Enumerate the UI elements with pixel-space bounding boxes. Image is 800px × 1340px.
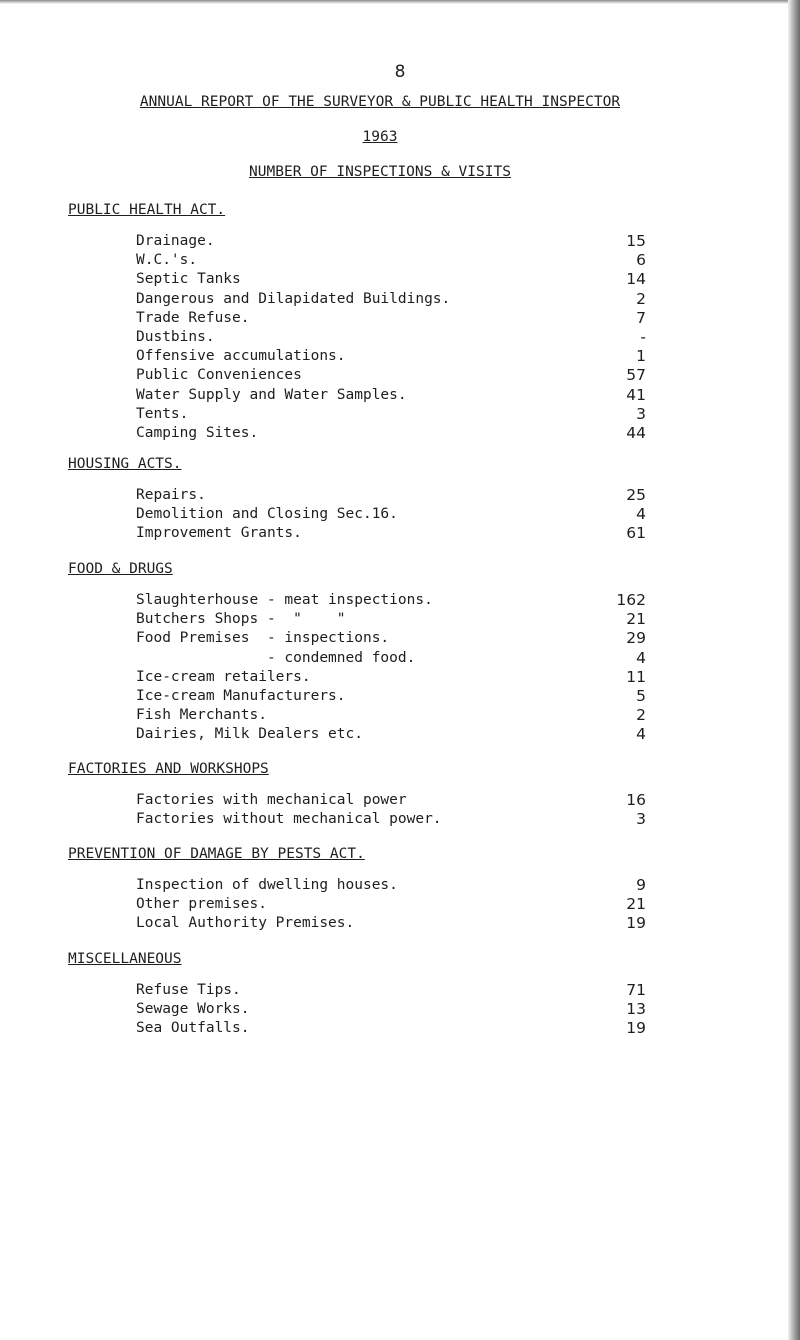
row-value: 16 (626, 791, 646, 809)
row-label: Butchers Shops - " " (136, 611, 346, 628)
section-public-health-act (68, 202, 758, 443)
row-label: Repairs. (136, 487, 206, 503)
section-title: PREVENTION OF DAMAGE BY PESTS ACT. (68, 846, 365, 862)
table-row (68, 895, 758, 914)
row-label: Inspection of dwelling houses. (136, 877, 398, 893)
section-miscellaneous (68, 951, 758, 1039)
table-row (68, 309, 758, 328)
row-label: Tents. (136, 405, 189, 422)
row-value: - (640, 327, 646, 346)
row-value: 11 (626, 667, 646, 686)
section-title: PUBLIC HEALTH ACT. (68, 202, 226, 218)
row-value: 25 (626, 486, 646, 504)
table-row (68, 591, 758, 610)
page-number: 8 (394, 62, 406, 82)
table-row (68, 791, 758, 810)
row-label: Demolition and Closing Sec.16. (136, 506, 398, 523)
row-label: Trade Refuse. (136, 309, 250, 326)
row-label: Dairies, Milk Dealers etc. (136, 726, 363, 743)
page-top-edge (0, 0, 800, 4)
table-row (68, 347, 758, 366)
row-label: Offensive accumulations. (136, 348, 346, 365)
table-row (68, 505, 758, 524)
table-row (68, 486, 758, 505)
row-label: Septic Tanks (136, 271, 241, 288)
row-value: 9 (636, 876, 646, 894)
row-value: 1 (636, 347, 646, 366)
row-value: 19 (626, 1019, 646, 1038)
row-value: 71 (626, 981, 646, 999)
table-row (68, 981, 758, 1000)
row-label: Ice-cream retailers. (136, 668, 311, 685)
row-value: 29 (626, 629, 646, 648)
table-row (68, 810, 758, 829)
row-label: Other premises. (136, 896, 267, 913)
report-year: 1963 (362, 129, 398, 145)
table-row (68, 668, 758, 687)
row-value: 21 (626, 895, 646, 914)
row-value: 19 (626, 914, 646, 933)
row-label: Factories without mechanical power. (136, 811, 442, 828)
row-label: Dustbins. (136, 328, 215, 345)
section-title: FOOD & DRUGS (68, 561, 173, 577)
row-label: Factories with mechanical power (136, 792, 407, 808)
row-value: 13 (626, 1000, 646, 1019)
table-row (68, 424, 758, 443)
section-title: MISCELLANEOUS (68, 951, 182, 967)
table-row (68, 366, 758, 385)
table-row (68, 649, 758, 668)
report-title: ANNUAL REPORT OF THE SURVEYOR & PUBLIC HEALTH INSPECTOR (139, 94, 621, 110)
row-value: 4 (636, 505, 646, 524)
table-row (68, 270, 758, 289)
row-value: 14 (626, 270, 646, 289)
section-housing-acts (68, 456, 758, 544)
row-label: W.C.'s. (136, 252, 198, 269)
section-prevention-of-damage-by-pests (68, 846, 758, 934)
row-value: 162 (616, 591, 646, 609)
table-row (68, 524, 758, 543)
row-value: 5 (636, 686, 646, 705)
table-row (68, 914, 758, 933)
row-value: 4 (636, 648, 646, 667)
table-row (68, 232, 758, 251)
row-value: 2 (636, 706, 646, 725)
row-value: 57 (626, 366, 646, 385)
row-label: Food Premises - inspections. (136, 630, 390, 647)
row-value: 61 (626, 524, 646, 543)
row-label: Slaughterhouse - meat inspections. (136, 592, 433, 608)
table-row (68, 290, 758, 309)
table-row (68, 1000, 758, 1019)
row-label: Improvement Grants. (136, 525, 302, 542)
row-label: Sea Outfalls. (136, 1020, 250, 1037)
section-food-drugs (68, 561, 758, 745)
row-label: Ice-cream Manufacturers. (136, 687, 346, 704)
table-row (68, 1019, 758, 1038)
row-value: 4 (636, 725, 646, 744)
table-row (68, 386, 758, 405)
table-row (68, 687, 758, 706)
table-row (68, 725, 758, 744)
row-label: Drainage. (136, 233, 215, 249)
row-value: 3 (636, 404, 646, 423)
row-value: 21 (626, 610, 646, 629)
row-value: 41 (626, 385, 646, 404)
row-label: Sewage Works. (136, 1001, 250, 1018)
table-row (68, 251, 758, 270)
section-factories-workshops (68, 761, 758, 829)
row-label: Dangerous and Dilapidated Buildings. (136, 290, 451, 307)
table-row (68, 405, 758, 424)
row-value: 6 (636, 251, 646, 270)
section-title: FACTORIES AND WORKSHOPS (68, 761, 269, 777)
report-subtitle: NUMBER OF INSPECTIONS & VISITS (249, 164, 511, 180)
table-row (68, 328, 758, 347)
row-label: - condemned food. (136, 649, 416, 666)
table-row (68, 610, 758, 629)
row-label: Public Conveniences (136, 367, 302, 384)
page-binding-edge (788, 0, 800, 1340)
table-row (68, 706, 758, 725)
table-row (68, 876, 758, 895)
row-label: Refuse Tips. (136, 982, 241, 998)
table-row (68, 629, 758, 648)
row-value: 2 (636, 289, 646, 308)
row-label: Water Supply and Water Samples. (136, 386, 407, 403)
row-value: 3 (636, 810, 646, 829)
row-value: 44 (626, 423, 646, 442)
row-label: Camping Sites. (136, 424, 259, 441)
row-label: Fish Merchants. (136, 707, 267, 724)
section-title: HOUSING ACTS. (68, 456, 182, 472)
row-label: Local Authority Premises. (136, 915, 355, 932)
row-value: 15 (626, 232, 646, 250)
row-value: 7 (636, 308, 646, 327)
